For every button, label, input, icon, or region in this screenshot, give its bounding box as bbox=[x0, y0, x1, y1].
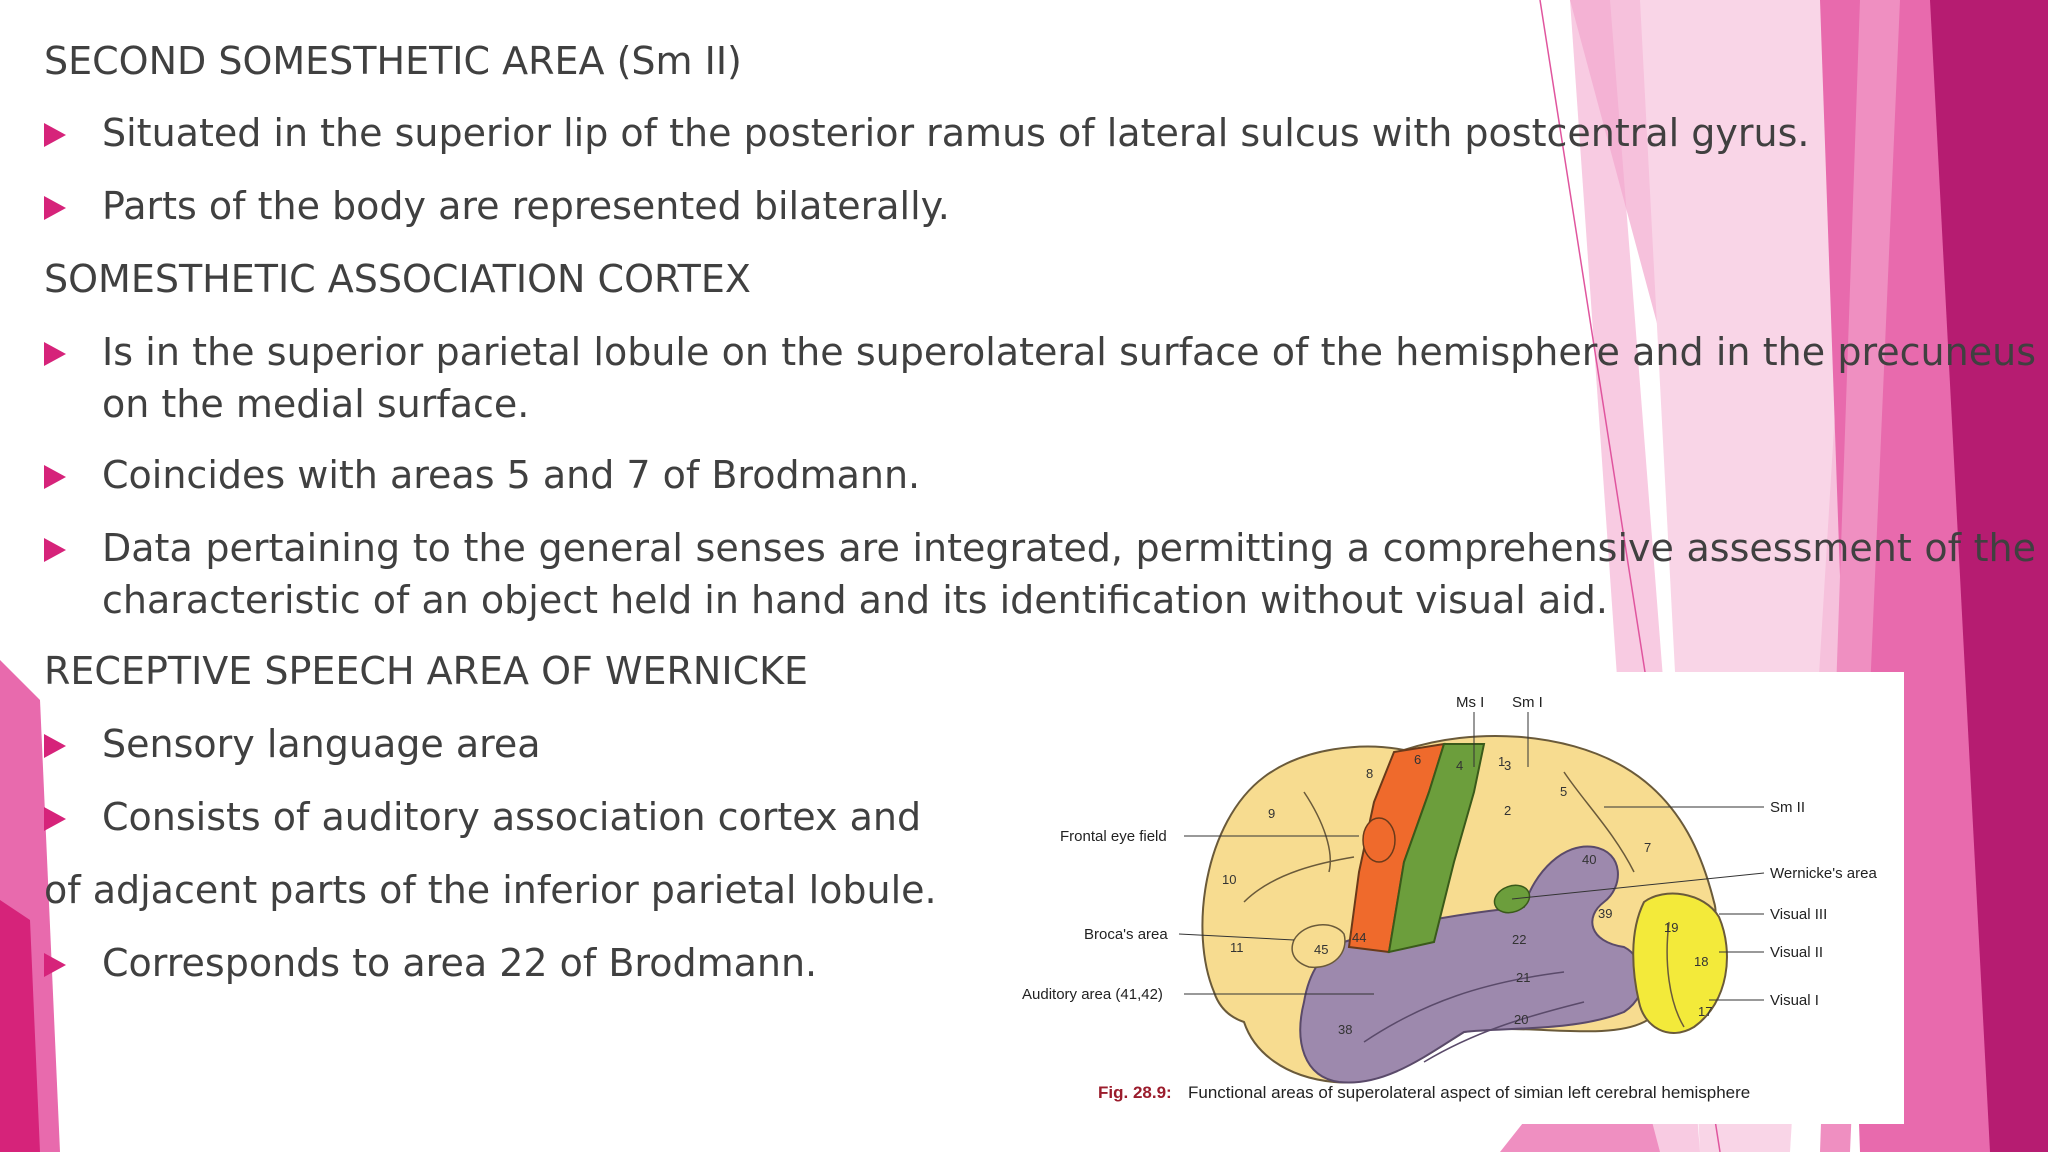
area-number: 3 bbox=[1504, 758, 1512, 773]
label-sm2: Sm II bbox=[1770, 799, 1806, 816]
area-number: 7 bbox=[1644, 840, 1652, 855]
area-number: 18 bbox=[1694, 954, 1709, 969]
area-number: 20 bbox=[1514, 1012, 1529, 1027]
area-number: 9 bbox=[1268, 806, 1276, 821]
area-number: 40 bbox=[1582, 852, 1597, 867]
figure-caption-text: Functional areas of superolateral aspect of simian left cerebral hemisphere bbox=[1188, 1083, 1751, 1102]
triangle-bullet-icon bbox=[44, 953, 66, 977]
triangle-bullet-icon bbox=[44, 807, 66, 831]
area-number: 10 bbox=[1222, 872, 1237, 887]
section-heading-wernicke: RECEPTIVE SPEECH AREA OF WERNICKE bbox=[44, 649, 809, 693]
area-number: 22 bbox=[1512, 932, 1527, 947]
area-number: 11 bbox=[1230, 940, 1244, 955]
triangle-bullet-icon bbox=[44, 538, 66, 562]
brain-functional-areas-figure bbox=[1004, 672, 1904, 1124]
area-number: 19 bbox=[1664, 920, 1679, 935]
area-number: 2 bbox=[1504, 803, 1512, 818]
figure-caption-number: Fig. 28.9: bbox=[1098, 1083, 1172, 1102]
frontal-eye-field-region bbox=[1363, 818, 1395, 862]
triangle-bullet-icon bbox=[44, 734, 66, 758]
label-brocas-area: Broca's area bbox=[1084, 926, 1168, 943]
area-number: 38 bbox=[1338, 1022, 1353, 1037]
triangle-bullet-icon bbox=[44, 342, 66, 366]
area-number: 17 bbox=[1698, 1004, 1713, 1019]
area-number: 4 bbox=[1456, 758, 1464, 773]
area-number: 8 bbox=[1366, 766, 1374, 781]
area-number: 21 bbox=[1516, 970, 1531, 985]
label-visual1: Visual I bbox=[1770, 992, 1819, 1009]
area-number: 44 bbox=[1352, 930, 1367, 945]
triangle-bullet-icon bbox=[44, 465, 66, 489]
section-heading-somesthetic-association: SOMESTHETIC ASSOCIATION CORTEX bbox=[44, 257, 751, 301]
label-auditory-area: Auditory area (41,42) bbox=[1022, 986, 1163, 1003]
label-visual2: Visual II bbox=[1770, 944, 1824, 961]
triangle-bullet-icon bbox=[44, 123, 66, 147]
section-heading-sm2: SECOND SOMESTHETIC AREA (Sm II) bbox=[44, 39, 742, 83]
area-number: 45 bbox=[1314, 942, 1329, 957]
triangle-bullet-icon bbox=[44, 196, 66, 220]
label-visual3: Visual III bbox=[1770, 906, 1828, 923]
label-ms1: Ms I bbox=[1456, 694, 1485, 711]
area-number: 39 bbox=[1598, 906, 1613, 921]
area-number: 6 bbox=[1414, 752, 1422, 767]
area-number: 1 bbox=[1498, 754, 1506, 769]
visual-area-region bbox=[1633, 894, 1727, 1033]
label-sm1: Sm I bbox=[1512, 694, 1543, 711]
label-frontal-eye-field: Frontal eye field bbox=[1060, 828, 1167, 845]
continuation-text: of adjacent parts of the inferior parietal lobule. bbox=[44, 868, 937, 912]
area-number: 5 bbox=[1560, 784, 1568, 799]
label-wernickes-area: Wernicke's area bbox=[1770, 865, 1877, 882]
